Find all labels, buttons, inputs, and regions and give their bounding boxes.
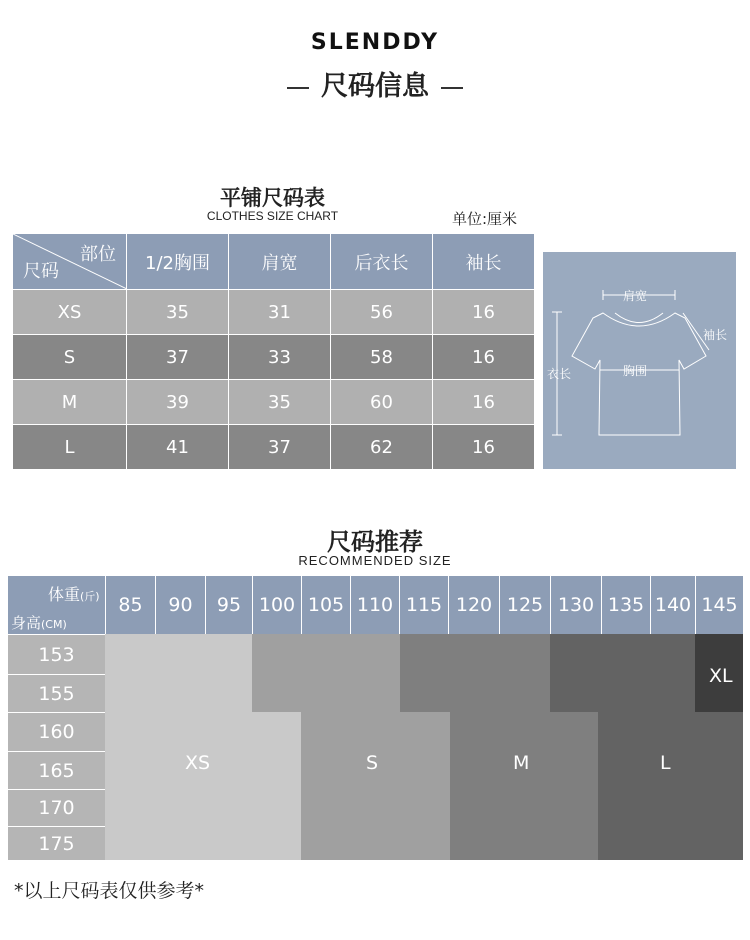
- page-title: [0, 64, 750, 103]
- title-dash-left: [287, 87, 309, 89]
- garment-label-chest: 胸围: [623, 364, 648, 378]
- value-cell: 31: [229, 290, 331, 335]
- garment-diagram: [543, 252, 736, 469]
- brand-logo: SLENDDY: [310, 30, 440, 55]
- height-cell: 153: [8, 634, 105, 674]
- weight-label: 体重: [48, 585, 81, 604]
- weight-cell: 125: [499, 576, 550, 634]
- column-header-chest: 1/2胸围: [127, 234, 229, 290]
- unit-label: 单位:厘米: [452, 210, 518, 228]
- height-cell: 165: [8, 751, 105, 789]
- size-zone-m: [400, 634, 550, 712]
- table-row: [13, 335, 535, 380]
- garment-label-length: 衣长: [547, 367, 572, 381]
- size-zone-label: M: [513, 752, 530, 774]
- value-cell: 16: [433, 335, 535, 380]
- recommend-grid: [8, 576, 743, 860]
- corner-label-size: 尺码: [23, 261, 59, 282]
- size-zone-xs: [252, 712, 301, 860]
- weight-cell: 85: [105, 576, 155, 634]
- size-chart-table: [12, 233, 535, 470]
- height-axis-label: [11, 612, 67, 633]
- value-cell: 58: [331, 335, 433, 380]
- size-zone-s: [252, 634, 400, 712]
- value-cell: 39: [127, 380, 229, 425]
- weight-unit: (斤): [80, 590, 100, 603]
- size-cell: XS: [13, 290, 127, 335]
- weight-cell: 90: [155, 576, 205, 634]
- value-cell: 35: [229, 380, 331, 425]
- weight-cell: 140: [650, 576, 695, 634]
- value-cell: 33: [229, 335, 331, 380]
- size-zone-label: L: [660, 752, 671, 774]
- size-cell: S: [13, 335, 127, 380]
- value-cell: 16: [433, 380, 535, 425]
- height-cell: 175: [8, 826, 105, 860]
- table-row: [13, 425, 535, 470]
- garment-label-sleeve: 袖长: [703, 328, 728, 342]
- height-cell: 170: [8, 789, 105, 826]
- recommend-title: 尺码推荐: [327, 528, 423, 556]
- footnote: *以上尺码表仅供参考*: [14, 880, 205, 902]
- weight-cell: 130: [550, 576, 601, 634]
- value-cell: 35: [127, 290, 229, 335]
- size-cell: M: [13, 380, 127, 425]
- weight-cell: 95: [205, 576, 252, 634]
- height-cell: 160: [8, 712, 105, 751]
- table-row: [13, 290, 535, 335]
- height-label: 身高: [11, 614, 42, 632]
- weight-header-row: [8, 576, 743, 634]
- title-dash-right: [441, 87, 463, 89]
- tshirt-outline-icon: [543, 252, 736, 469]
- size-zone-m: [450, 712, 598, 860]
- value-cell: 62: [331, 425, 433, 470]
- size-chart-title: 平铺尺码表: [220, 186, 325, 210]
- height-cell: 155: [8, 674, 105, 712]
- column-header-sleeve: 袖长: [433, 234, 535, 290]
- column-header-shoulder: 肩宽: [229, 234, 331, 290]
- value-cell: 60: [331, 380, 433, 425]
- weight-cell: 110: [350, 576, 399, 634]
- size-zone-l: [550, 634, 695, 712]
- size-zone-l: [598, 712, 743, 860]
- value-cell: 37: [229, 425, 331, 470]
- value-cell: 37: [127, 335, 229, 380]
- corner-label-part: 部位: [80, 244, 116, 265]
- size-chart-corner-cell: [13, 234, 127, 290]
- column-header-length: 后衣长: [331, 234, 433, 290]
- size-cell: L: [13, 425, 127, 470]
- size-chart-subtitle: CLOTHES SIZE CHART: [206, 209, 339, 223]
- size-zone-label: S: [366, 752, 379, 774]
- size-zone-xs: [105, 634, 252, 860]
- weight-cell: 100: [252, 576, 301, 634]
- size-chart-header-row: [13, 234, 535, 290]
- page-title-text: 尺码信息: [321, 71, 429, 102]
- recommend-subtitle: RECOMMENDED SIZE: [298, 553, 452, 568]
- garment-label-shoulder: 肩宽: [623, 289, 648, 303]
- weight-cell: 115: [399, 576, 448, 634]
- weight-cell: 105: [301, 576, 350, 634]
- table-row: [13, 380, 535, 425]
- size-zone-s: [301, 712, 450, 860]
- value-cell: 41: [127, 425, 229, 470]
- weight-cell: 135: [601, 576, 650, 634]
- size-zone-label: XS: [185, 752, 211, 774]
- value-cell: 16: [433, 425, 535, 470]
- weight-cell: 145: [695, 576, 743, 634]
- value-cell: 56: [331, 290, 433, 335]
- value-cell: 16: [433, 290, 535, 335]
- size-zone-label: XL: [709, 665, 733, 687]
- weight-cell: 120: [448, 576, 499, 634]
- height-unit: (CM): [41, 618, 67, 631]
- weight-axis-label: [48, 582, 100, 605]
